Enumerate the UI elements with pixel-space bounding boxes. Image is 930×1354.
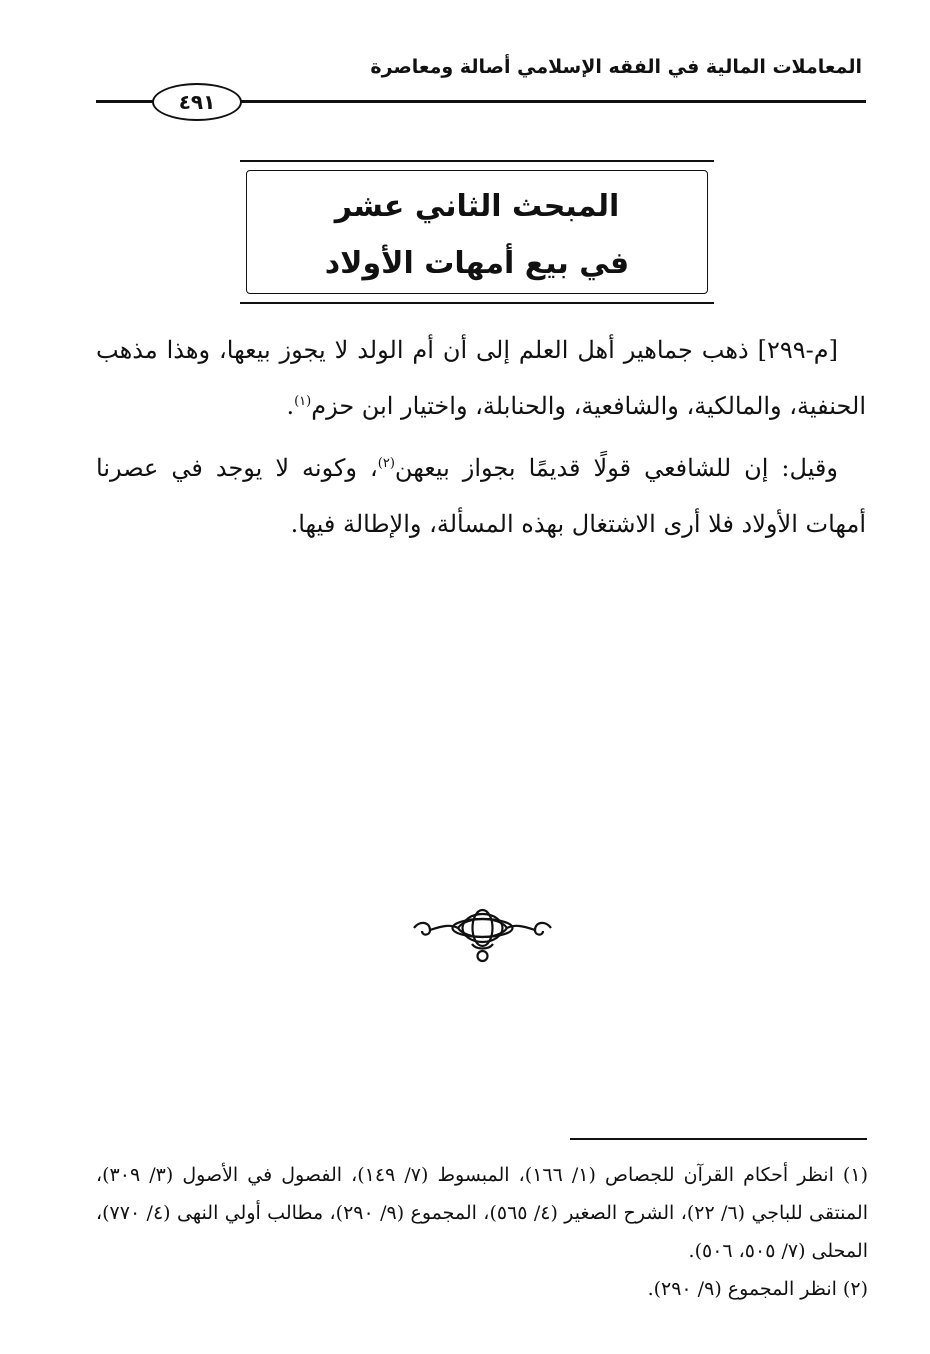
body-paragraph-1-text: [م-٢٩٩] ذهب جماهير أهل العلم إلى أن أم الولد لا يجوز بيعها، وهذا مذهب الحنفية، والمالكية، والشافعية، والحنابلة، واختيار ابن حزم bbox=[96, 336, 866, 420]
page-number: ٤٩١ bbox=[152, 83, 242, 121]
chapter-title-box bbox=[240, 160, 714, 304]
chapter-title-frame bbox=[246, 170, 708, 294]
body-paragraph-1 bbox=[96, 322, 866, 434]
chapter-title-line-2: في بيع أمهات الأولاد bbox=[324, 246, 630, 281]
body-paragraph-1-end: . bbox=[286, 392, 295, 420]
footnote-separator bbox=[570, 1138, 867, 1140]
footnote-1: (١) انظر أحكام القرآن للجصاص (١/ ١٦٦)، المبسوط (٧/ ١٤٩)، الفصول في الأصول (٣/ ٣٠٩)، المنتقى للباجي (٦/ ٢٢)، الشرح الصغير (٤/ ٥٦٥)، المجموع (٩/ ٢٩٠)، مطالب أولي النهى (٤/ ٧٧٠)، المحلى (٧/ ٥٠٥، ٥٠٦). bbox=[96, 1164, 868, 1262]
chapter-title-line-1: المبحث الثاني عشر bbox=[334, 189, 620, 224]
body-paragraph-2 bbox=[96, 440, 866, 552]
footnote-marker-1[interactable]: (١) bbox=[294, 394, 312, 409]
body-paragraph-2-text-b: ، وكونه لا يوجد في عصرنا أمهات الأولاد فلا أرى الاشتغال بهذه المسألة، والإطالة فيها. bbox=[96, 454, 866, 538]
running-title: المعاملات المالية في الفقه الإسلامي أصالة ومعاصرة bbox=[370, 56, 862, 78]
footnotes bbox=[96, 1156, 868, 1308]
footnote-2: (٢) انظر المجموع (٩/ ٢٩٠). bbox=[647, 1278, 868, 1300]
body-paragraph-2-text-a: وقيل: إن للشافعي قولًا قديمًا بجواز بيعهن bbox=[394, 454, 838, 482]
footnote-marker-2[interactable]: (٢) bbox=[377, 456, 395, 471]
body-text bbox=[96, 322, 866, 558]
ornament-divider-icon bbox=[410, 906, 555, 970]
